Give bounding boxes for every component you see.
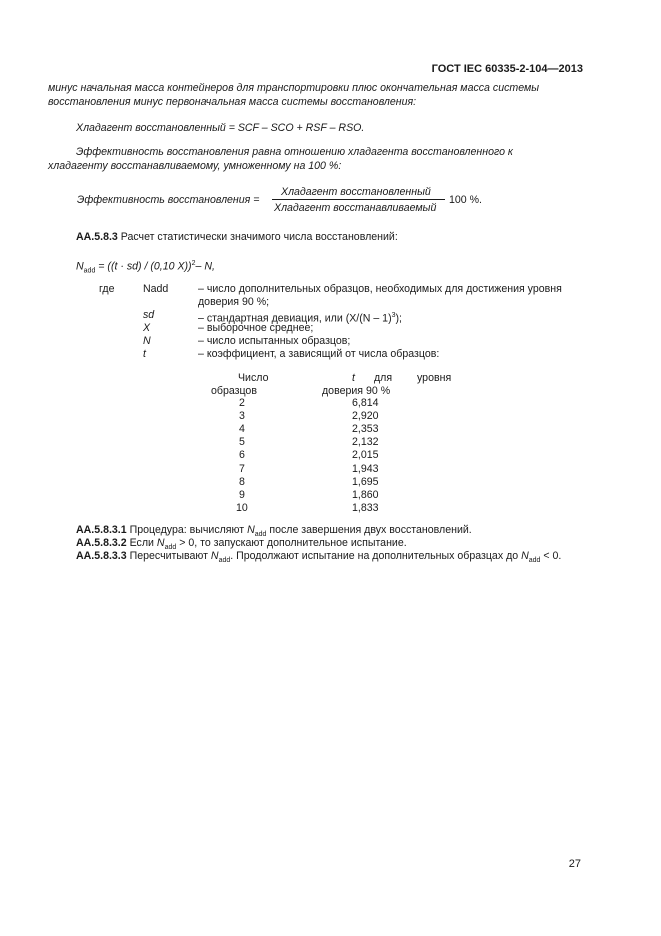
efficiency-line-1: Эффективность восстановления равна отношению хладагента восстановленного к [76,146,513,158]
var-sd-symbol: sd [143,309,155,321]
section-heading [76,231,398,244]
section-number: АА.5.8.3 [76,231,118,243]
section-title: Расчет статистически значимого числа восстановлений: [120,231,398,243]
efficiency-line-2: хладагенту восстанавливаемому, умноженному на 100 %: [48,160,342,172]
table-header-level: уровня [417,372,452,384]
fraction-bar [272,199,445,200]
formula-nadd: $N_{add} = ((t \cdot sd) / (0,10$ X))$^2$– N, [76,260,215,275]
table-cell-t-value: 1,695 [352,475,379,488]
where-label: где [99,283,115,295]
table-cell-samples: 10 [236,501,248,514]
formula-efficiency-lhs: Эффективность восстановления = [77,194,260,206]
table-cell-samples: 7 [239,462,245,475]
table-cell-samples: 2 [239,397,245,409]
table-cell-samples: 4 [239,423,245,436]
var-nadd-desc: – число дополнительных образцов, необходимых для достижения уровня [198,283,562,295]
var-x-desc: – выборочное среднее; [198,322,314,334]
var-n-symbol: N [143,335,151,347]
table-cell-t-value: 1,833 [352,501,379,514]
table-header-samples: образцов [211,385,257,397]
step-aa5832: АА.5.8.3.2 Если $N_{add} > 0$, то запускают дополнительное испытание. [76,537,407,552]
table-header-count: Число [238,372,269,384]
document-header: ГОСТ IEC 60335-2-104—2013 [431,63,583,75]
table-cell-samples: 8 [239,475,245,488]
table-header-t: t [352,372,355,384]
table-cell-samples: 3 [239,410,245,423]
table-cell-t-value: 2,920 [352,410,379,423]
table-cell-t-value: 2,015 [352,449,379,462]
table-cell-t-value: 2,353 [352,423,379,436]
formula-efficiency-denominator: Хладагент восстанавливаемый [274,202,437,214]
table-cell-t-value: 1,943 [352,462,379,475]
formula-efficiency-rhs: 100 %. [449,194,482,206]
var-n-desc: – число испытанных образцов; [198,335,351,347]
var-nadd-desc-cont: доверия 90 %; [198,296,270,308]
table-cell-samples: 5 [239,436,245,449]
step-aa5831: АА.5.8.3.1 Процедура: вычисляют $N_{add}$ после завершения двух восстановлений. [76,524,472,539]
page-number: 27 [568,858,581,870]
var-sd-desc: – стандартная девиация, или (X/(N – 1)$^3$); [198,312,402,325]
table-cell-samples: 9 [239,488,245,501]
table-cell-t-value: 1,860 [352,488,379,501]
var-t-desc: – коэффициент, а зависящий от числа образцов: [198,348,440,360]
step-aa5833: АА.5.8.3.3 Пересчитывают $N_{add}$. Продолжают испытание на дополнительных образцах до $N_{add} < 0$. [76,550,562,565]
table-cell-t-value: 6,814 [352,397,379,409]
var-t-symbol: t [143,348,146,360]
var-nadd-symbol: Nadd [143,283,169,295]
table-header-confidence: доверия 90 % [322,385,391,397]
formula-efficiency-numerator: Хладагент восстановленный [281,186,431,198]
intro-line-1: минус начальная масса контейнеров для транспортировки плюс окончательная масса системы [48,82,540,94]
table-header-for: для [374,372,393,384]
table-cell-samples: 6 [239,449,245,462]
var-x-symbol: X [143,322,151,334]
table-cell-t-value: 2,132 [352,436,379,449]
intro-line-2: восстановления минус первоначальная масса системы восстановления: [48,96,417,108]
formula-recovered: Хладагент восстановленный = SCF – SCO + RSF – RSO. [76,122,365,134]
